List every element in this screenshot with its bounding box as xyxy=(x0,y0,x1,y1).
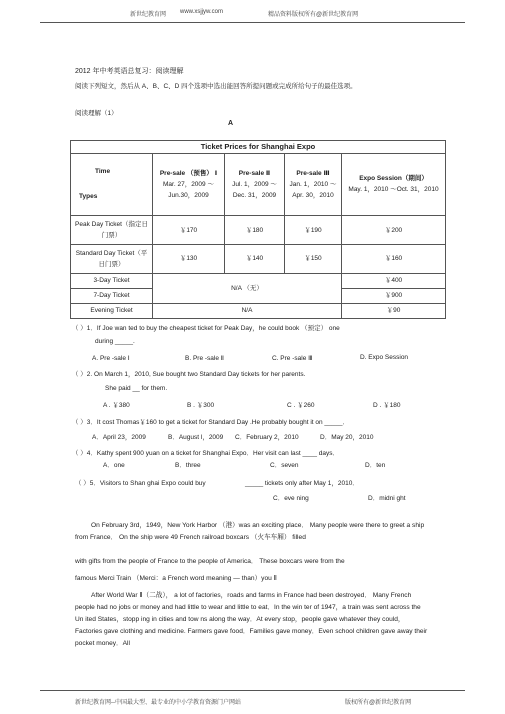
question-2-stem: （ ）2. On March 1，2010, Sue bought two Standard Day tickets for her parents. xyxy=(72,371,306,378)
option: A．April 23，2009 xyxy=(92,434,146,441)
question-5-stem: （ ）5．Visitors to Shan ghai Expo could buy xyxy=(75,480,206,487)
table-corner xyxy=(71,153,153,215)
table-row xyxy=(71,244,446,273)
option: C．seven xyxy=(270,462,299,469)
footer-left: 新世纪教育网--中国最大型、最专业的中小学教育资源门户网站 xyxy=(75,700,241,706)
col-head: Pre-sale （预售） Ⅰ Mar. 27，2009 ～Jun.30，2009 xyxy=(153,153,225,215)
question-2-stem-cont: She paid __ for them. xyxy=(105,385,168,392)
option: B．three xyxy=(175,462,201,469)
na-cell: N/A xyxy=(153,303,342,318)
corner-time: Time xyxy=(95,168,111,176)
price-cell: ￥200 xyxy=(342,216,446,245)
option: D . ￥180 xyxy=(373,402,401,409)
price-cell: ￥170 xyxy=(153,216,225,245)
price-cell: ￥150 xyxy=(285,244,342,273)
price-cell: ￥180 xyxy=(225,216,285,245)
header-rule xyxy=(40,22,465,23)
option: B . ￥300 xyxy=(187,402,215,409)
passage-paragraph: After World War Ⅱ（二战）， a lot of factories，roads and farms in France had been destroyed． Many French people had no jobs or money and had little to wear and little to eat．In the win ter of 1947，a train was sent across the Un ited States，stopp ing in cities and tow ns along the way．At every stop，people gave whatever they could，Factories gave clothing and medicine. Farmers gave food．Families gave money．Even school children gave away their pocket money．All xyxy=(75,592,428,647)
price-cell: ￥90 xyxy=(342,303,446,318)
table-row xyxy=(71,273,446,288)
header-url[interactable]: www.xsjjyw.com xyxy=(180,9,224,15)
question-5-stem-cont: _____ tickets only after May 1，2010． xyxy=(245,480,359,487)
option: D．ten xyxy=(365,462,386,469)
option: D．midni ght xyxy=(368,495,406,502)
option: D．May 20，2010 xyxy=(320,434,374,441)
passage-line: with gifts from the people of France to the people of America． These boxcars were from the xyxy=(75,558,345,565)
section-label: 阅读理解（1） xyxy=(75,110,118,117)
row-label: 7-Day Ticket xyxy=(71,288,153,303)
option: A. Pre -sale Ⅰ xyxy=(92,355,130,362)
corner-types: Types xyxy=(79,193,98,201)
footer-rule xyxy=(40,690,465,691)
price-cell: ￥190 xyxy=(285,216,342,245)
passage-letter: A xyxy=(228,120,234,127)
question-3-stem: （ ）3．It cost Thomas￥160 to get a ticket for Standard Day .He probably bought it on _____． xyxy=(72,419,350,426)
question-1-stem: （ ）1．If Joe wan ted to buy the cheapest ticket for Peak Day，he could book （预定） one xyxy=(72,325,340,332)
col-head: Pre-sale Ⅲ Jan. 1，2010 ～Apr. 30，2010 xyxy=(285,153,342,215)
price-cell: ￥130 xyxy=(153,244,225,273)
option: C. Pre -sale Ⅲ xyxy=(272,355,313,362)
question-4-stem: （ ）4．Kathy spent 900 yuan on a ticket for Shanghai Expo．Her visit can last ____ days． xyxy=(72,450,340,457)
price-cell: ￥140 xyxy=(225,244,285,273)
option: C．February 2，2010 xyxy=(235,434,299,441)
option: A．one xyxy=(103,462,125,469)
col-head: Expo Session（期间） May. 1，2010 ～Oct. 31，2010 xyxy=(342,153,446,215)
header-tagline: 精品资料版权所有@新世纪教育网 xyxy=(268,12,359,18)
col-head: Pre-sale Ⅱ Jul. 1，2009 ～ Dec. 31，2009 xyxy=(225,153,285,215)
price-cell: ￥400 xyxy=(342,273,446,288)
header-site: 新世纪教育网 xyxy=(130,12,167,18)
na-merged-cell: N/A （无） xyxy=(153,273,342,303)
footer-right: 版权所有@新世纪教育网 xyxy=(345,700,412,706)
instruction: 阅读下列短文，然后从 A、B、C、D 四个选项中选出能回答所提问题或完成所给句子的最佳选项。 xyxy=(75,83,357,90)
question-1-stem-cont: during _____. xyxy=(95,338,135,345)
table-row xyxy=(71,303,446,318)
option: C．eve ning xyxy=(273,495,309,502)
ticket-price-table xyxy=(70,140,446,319)
option: D. Expo Session xyxy=(360,354,409,361)
price-cell: ￥900 xyxy=(342,288,446,303)
option: B. Pre -sale Ⅱ xyxy=(185,355,224,362)
option: C . ￥260 xyxy=(287,402,315,409)
option: A . ￥380 xyxy=(103,402,130,409)
option: B．August l，2009 xyxy=(168,434,224,441)
row-label: 3-Day Ticket xyxy=(71,273,153,288)
row-label: Peak Day Ticket（指定日门票） xyxy=(71,216,153,245)
page-title: 2012 年中考英语总复习：阅读理解 xyxy=(75,68,184,75)
passage-line: famous Merci Train （Merci：a French word meaning — than）you Ⅱ xyxy=(75,575,277,582)
row-label: Evening Ticket xyxy=(71,303,153,318)
row-label: Standard Day Ticket（平日门票） xyxy=(71,244,153,273)
table-row xyxy=(71,216,446,245)
table-title: Ticket Prices for Shanghai Expo xyxy=(71,141,446,154)
price-cell: ￥160 xyxy=(342,244,446,273)
passage-paragraph: On February 3rd，1949，New York Harbor （港）was an exciting place． Many people were there to greet a ship from France． On the ship were 49 French railroad boxcars （火车车厢） filled xyxy=(75,522,425,541)
